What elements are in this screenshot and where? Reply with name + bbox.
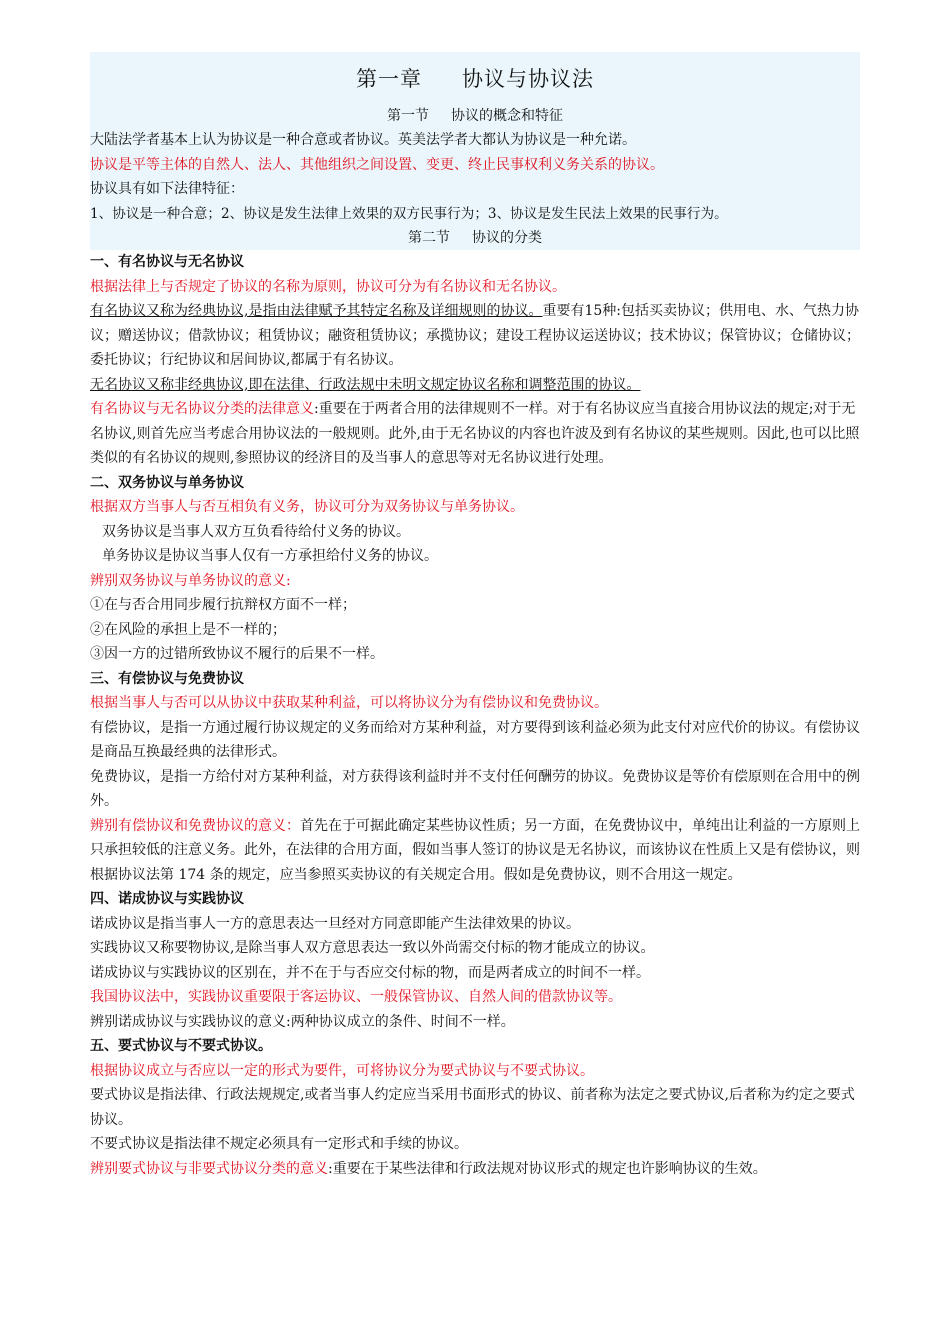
section-1-line-1: 大陆法学者基本上认为协议是一种合意或者协议。英美法学者大都认为协议是一种允诺。	[90, 132, 636, 148]
chapter-label: 第一章	[356, 67, 422, 91]
part-4-meaning: 辨别诺成协议与实践协议的意义:两种协议成立的条件、时间不一样。	[90, 1013, 515, 1030]
part-1-meaning-text: :重要在于两者合用的法律规则不一样。对于有名协议应当直接合用协议法的规定;对于无名协议,则首先应当考虑合用协议法的一般规则。此外,由于无名协议的内容也许波及到有名协议的某些规则。因此,也可以比照类似的有名协议的规则,参照协议的经济目的及当事人的意思等对无名协议进行处理。	[90, 401, 860, 466]
part-3-meaning	[90, 814, 860, 888]
chapter-name: 协议与协议法	[462, 67, 594, 91]
part-1-named-definition: 有名协议又称为经典协议,是指由法律赋予其特定名称及详细规则的协议。	[90, 303, 543, 319]
part-2-heading: 二、双务协议与单务协议	[90, 474, 244, 491]
part-1-basis: 根据法律上与否规定了协议的名称为原则，协议可分为有名协议和无名协议。	[90, 278, 566, 295]
part-5-meaning-text: :重要在于某些法律和行政法规对协议形式的规定也许影响协议的生效。	[328, 1160, 767, 1177]
part-4-difference: 诺成协议与实践协议的区别在，并不在于与否应交付标的物，而是两者成立的时间不一样。	[90, 964, 650, 981]
part-4-china: 我国协议法中，实践协议重要限于客运协议、一般保管协议、自然人间的借款协议等。	[90, 989, 622, 1005]
section-1-line-4: 1、协议是一种合意；2、协议是发生法律上效果的双方民事行为；3、协议是发生民法上效果的民事行为。	[90, 205, 728, 222]
part-3-basis: 根据当事人与否可以从协议中获取某种利益，可以将协议分为有偿协议和免费协议。	[90, 695, 608, 711]
part-1-meaning	[90, 397, 860, 471]
part-2-item-3: ③因一方的过错所致协议不履行的后果不一样。	[90, 646, 384, 662]
chapter-block	[90, 52, 860, 250]
part-1-heading: 一、有名协议与无名协议	[90, 254, 244, 270]
section-2-name: 协议的分类	[472, 230, 542, 246]
part-5-heading: 五、要式协议与不要式协议。	[90, 1038, 272, 1054]
part-5-basis: 根据协议成立与否应以一定的形式为要件，可将协议分为要式协议与不要式协议。	[90, 1062, 594, 1079]
part-3-meaning-label: 辨别有偿协议和免费协议的意义：	[90, 817, 300, 834]
part-2-unilateral: 单务协议是协议当事人仅有一方承担给付义务的协议。	[102, 548, 438, 564]
part-4-real: 实践协议又称要物协议,是除当事人双方意思表达一致以外尚需交付标的物才能成立的协议。	[90, 940, 655, 956]
part-5-formal: 要式协议是指法律、行政法规规定,或者当事人约定应当采用书面形式的协议、前者称为法定之要式协议,后者称为约定之要式协议。	[90, 1087, 855, 1128]
part-2-item-2: ②在风险的承担上是不一样的；	[90, 621, 286, 638]
part-4-heading: 四、诺成协议与实践协议	[90, 891, 244, 907]
part-1-unnamed: 无名协议又称非经典协议,即在法律、行政法规中未明文规定协议名称和调整范围的协议。	[90, 376, 641, 393]
section-2-label: 第二节	[408, 230, 450, 246]
section-1-title	[90, 104, 860, 128]
section-2-title	[90, 226, 860, 250]
document-page	[90, 52, 860, 1181]
part-2-item-1: ①在与否合用同步履行抗辩权方面不一样；	[90, 597, 356, 613]
part-1-meaning-label: 有名协议与无名协议分类的法律意义	[90, 401, 314, 417]
part-3-paid: 有偿协议，是指一方通过履行协议规定的义务而给对方某种利益，对方要得到该利益必须为此支付对应代价的协议。有偿协议是商品互换最经典的法律形式。	[90, 719, 860, 760]
part-3-meaning-text: 首先在于可据此确定某些协议性质；另一方面，在免费协议中，单纯出让利益的一方原则上只承担较低的注意义务。此外，在法律的合用方面，假如当事人签订的协议是无名协议，而该协议在性质上又是有偿协议，则根据协议法第 174 条的规定，应当参照买卖协议的有关规定合用。假如是免费协议，则不合用这一规定。	[90, 817, 860, 883]
section-1-line-3: 协议具有如下法律特征：	[90, 181, 244, 197]
section-1-line-2: 协议是平等主体的自然人、法人、其他组织之间设置、变更、终止民事权利义务关系的协议。	[90, 156, 664, 173]
section-1-label: 第一节	[387, 108, 429, 124]
part-2-bilateral: 双务协议是当事人双方互负看待给付义务的协议。	[102, 523, 410, 540]
part-5-meaning	[90, 1157, 860, 1182]
part-3-free: 免费协议，是指一方给付对方某种利益，对方获得该利益时并不支付任何酬劳的协议。免费协议是等价有偿原则在合用中的例外。	[90, 768, 860, 809]
section-1-name: 协议的概念和特征	[451, 108, 563, 124]
part-5-informal: 不要式协议是指法律不规定必须具有一定形式和手续的协议。	[90, 1136, 468, 1152]
part-1-named	[90, 299, 860, 373]
chapter-title	[90, 52, 860, 104]
part-2-basis: 根据双方当事人与否互相负有义务，协议可分为双务协议与单务协议。	[90, 499, 524, 515]
part-2-meaning-label: 辨别双务协议与单务协议的意义:	[90, 572, 291, 589]
part-4-consensual: 诺成协议是指当事人一方的意思表达一旦经对方同意即能产生法律效果的协议。	[90, 915, 580, 932]
part-1-named-list: 重要有15种:包括买卖协议；供用电、水、气热力协议；赠送协议；借款协议；租赁协议；融资租赁协议；承揽协议；建设工程协议运送协议；技术协议；保管协议；仓储协议；委托协议；行纪协议和居间协议,都属于有名协议。	[90, 303, 860, 368]
part-3-heading: 三、有偿协议与免费协议	[90, 670, 244, 687]
part-5-meaning-label: 辨别要式协议与非要式协议分类的意义	[90, 1160, 328, 1177]
